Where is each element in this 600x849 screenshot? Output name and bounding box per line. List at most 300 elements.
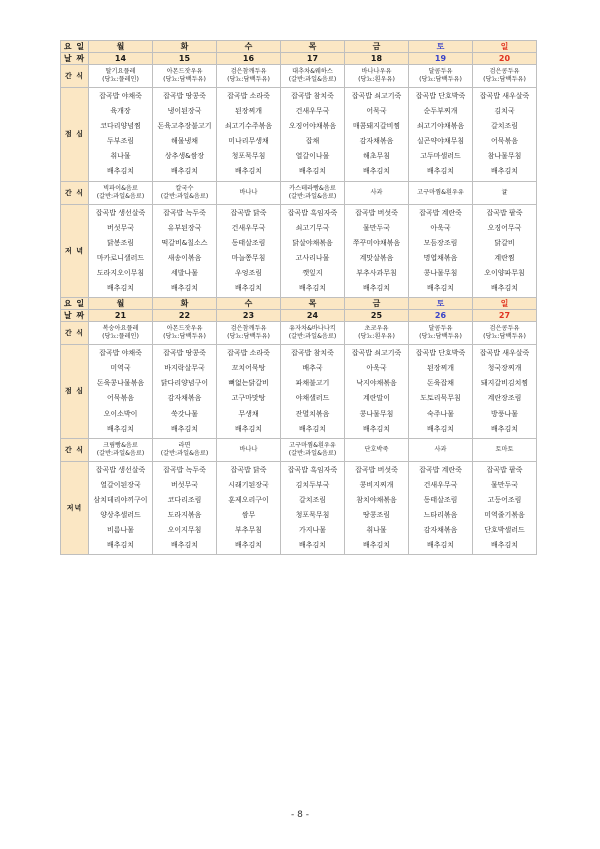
day-name: 목 xyxy=(281,41,345,53)
menu-line: 갈치조림 xyxy=(490,122,519,131)
menu-line: 건새우무국 xyxy=(231,223,266,232)
menu-line: 잡곡밥 야채죽 xyxy=(99,92,142,100)
snack-cell xyxy=(409,65,473,88)
menu-line: 콩나물무침 xyxy=(359,409,394,418)
menu-line: 쇠고기야채볶음 xyxy=(416,122,465,131)
snack-pm-row xyxy=(61,438,537,461)
day-name: 월 xyxy=(89,41,153,53)
menu-line: 잡곡밥 단호박죽 xyxy=(415,349,466,358)
menu-line: 방풍나물 xyxy=(490,409,519,418)
menu-line: 고구마찜&흰우유 xyxy=(289,441,336,449)
menu-line: (갈반:과일&음료) xyxy=(160,192,209,200)
dinner-cell xyxy=(153,204,217,298)
menu-line: 대추차&웨하스 xyxy=(292,68,333,75)
menu-line: 잡곡밥 새우살죽 xyxy=(479,349,530,358)
snack-cell xyxy=(281,181,345,204)
menu-line: 딸기요플레 xyxy=(105,68,136,75)
row-label-lunch: 점 심 xyxy=(61,88,89,182)
snack-cell xyxy=(153,438,217,461)
day-name: 일 xyxy=(473,298,537,310)
menu-line: 크림빵&음료 xyxy=(103,441,138,449)
menu-line: 느타리볶음 xyxy=(423,510,458,519)
menu-line: 배추김치 xyxy=(170,167,199,176)
menu-line: 잡곡밥 녹두죽 xyxy=(163,208,206,217)
lunch-cell xyxy=(217,345,281,439)
date-cell: 15 xyxy=(153,53,217,65)
menu-line: 뼈없는닭갈비 xyxy=(228,379,269,388)
menu-line: 냉이된장국 xyxy=(167,107,202,116)
menu-line: 잡곡밥 팥죽 xyxy=(486,465,523,474)
menu-line: 계란말이 xyxy=(362,394,391,403)
menu-line: 감자채볶음 xyxy=(423,526,458,535)
menu-line: 버섯무국 xyxy=(170,480,199,489)
menu-line: (갈반:과일&음료) xyxy=(288,333,337,341)
menu-line: 오이양파무침 xyxy=(484,268,525,277)
day-name: 화 xyxy=(153,298,217,310)
snack-cell xyxy=(345,181,409,204)
snack-cell xyxy=(409,438,473,461)
menu-line: 어묵볶음 xyxy=(106,394,135,403)
day-name: 금 xyxy=(345,41,409,53)
menu-line: 바나나우유 xyxy=(361,68,392,75)
menu-line: 참나물무침 xyxy=(487,152,522,161)
dinner-cell xyxy=(153,461,217,555)
dinner-cell xyxy=(473,204,537,298)
menu-line: 동태살조림 xyxy=(423,495,458,504)
day-name: 금 xyxy=(345,298,409,310)
menu-line: 배추김치 xyxy=(426,167,455,176)
menu-line: 깻잎지 xyxy=(302,268,323,277)
day-header-row xyxy=(61,41,537,53)
menu-line: 땅콩조림 xyxy=(362,510,391,519)
menu-line: 쇠고기무국 xyxy=(295,223,330,232)
menu-line: 미역줄기볶음 xyxy=(484,510,525,519)
menu-line: 시래기된장국 xyxy=(228,480,269,489)
menu-line: (당뇨:담백두유) xyxy=(419,76,462,83)
menu-line: 잡곡밥 계란죽 xyxy=(419,465,462,474)
menu-line: 잡곡밥 녹두죽 xyxy=(163,465,206,474)
menu-line: 잡곡밥 참치죽 xyxy=(291,92,334,100)
snack-cell xyxy=(473,322,537,345)
menu-line: 잡곡밥 단호박죽 xyxy=(415,92,466,100)
menu-line: 카스테라빵&음료 xyxy=(289,184,336,192)
menu-line: 배추김치 xyxy=(106,284,135,293)
menu-line: 잡곡밥 계란죽 xyxy=(419,208,462,217)
snack-cell xyxy=(473,65,537,88)
menu-line: 잡곡밥 닭죽 xyxy=(230,465,267,474)
lunch-cell xyxy=(281,88,345,182)
menu-line: 부추사과무침 xyxy=(356,268,397,277)
snack-am-row xyxy=(61,322,537,345)
menu-line: 배추김치 xyxy=(170,541,199,550)
menu-line: 감자채볶음 xyxy=(359,137,394,146)
date-cell: 19 xyxy=(409,53,473,65)
menu-line: 물만두국 xyxy=(490,480,519,489)
menu-line: 복숭아요플레 xyxy=(102,325,139,333)
menu-line: 바나나 xyxy=(239,188,258,196)
menu-line: 잡곡밥 야채죽 xyxy=(99,349,142,358)
menu-line: 달콤두유 xyxy=(428,325,453,333)
date-cell: 27 xyxy=(473,310,537,322)
menu-line: 해물냉채 xyxy=(170,137,199,146)
lunch-cell xyxy=(473,345,537,439)
menu-line: (당뇨:담백두유) xyxy=(163,76,206,83)
menu-line: 배추김치 xyxy=(106,424,135,433)
menu-line: (당뇨:담백두유) xyxy=(227,333,270,341)
menu-line: 상추생&쌈장 xyxy=(164,152,205,161)
snack-cell xyxy=(409,181,473,204)
menu-line: 배추김치 xyxy=(362,424,391,433)
menu-line: 매콤돼지갈비찜 xyxy=(352,122,401,131)
menu-line: 세발나물 xyxy=(170,268,199,277)
snack-cell xyxy=(409,322,473,345)
menu-line: 잡곡밥 흑임자죽 xyxy=(287,208,338,217)
menu-line: 검은참깨두유 xyxy=(230,325,267,333)
menu-line: 양상추샐러드 xyxy=(100,510,141,519)
menu-line: 파채불고기 xyxy=(295,379,330,388)
menu-line: 야채샐러드 xyxy=(295,394,330,403)
menu-line: 훈제오리구이 xyxy=(228,495,269,504)
menu-line: 청국장찌개 xyxy=(487,364,522,373)
snack-cell xyxy=(473,181,537,204)
menu-line: 참치야채볶음 xyxy=(356,495,397,504)
menu-line: 배추김치 xyxy=(234,541,263,550)
lunch-cell xyxy=(153,345,217,439)
menu-line: 쑥갓나물 xyxy=(170,409,199,418)
menu-line: 잡곡밥 소라죽 xyxy=(227,92,270,100)
menu-line: 청포묵무침 xyxy=(295,510,330,519)
snack-am-row xyxy=(61,65,537,88)
lunch-cell xyxy=(409,345,473,439)
date-cell: 17 xyxy=(281,53,345,65)
menu-line: 단호박샐러드 xyxy=(484,526,525,535)
menu-line: 낙지야채볶음 xyxy=(356,379,397,388)
snack-cell xyxy=(89,181,153,204)
date-cell: 22 xyxy=(153,310,217,322)
menu-line: (갈반:과일&음료) xyxy=(288,192,337,200)
date-row xyxy=(61,310,537,322)
menu-line: 아욱국 xyxy=(366,364,387,373)
menu-line: 김치국 xyxy=(494,107,515,116)
menu-line: 미나리무생채 xyxy=(228,137,269,146)
date-cell: 21 xyxy=(89,310,153,322)
menu-line: 라면 xyxy=(178,441,191,449)
menu-line: 배추김치 xyxy=(106,541,135,550)
date-cell: 18 xyxy=(345,53,409,65)
menu-line: 아몬드잣우유 xyxy=(166,325,203,333)
menu-line: 감자채볶음 xyxy=(167,394,202,403)
day-name: 화 xyxy=(153,41,217,53)
menu-line: (당뇨:담백두유) xyxy=(227,76,270,83)
snack-cell xyxy=(217,438,281,461)
menu-line: 배추김치 xyxy=(490,424,519,433)
menu-line: 잡곡밥 새우살죽 xyxy=(479,92,530,100)
menu-line: 두부조림 xyxy=(106,137,135,146)
menu-line: 배추김치 xyxy=(362,541,391,550)
menu-line: 쭈꾸미야채볶음 xyxy=(352,238,401,247)
menu-line: 초코우유 xyxy=(364,325,389,333)
menu-line: 순두부찌개 xyxy=(423,107,458,116)
menu-line: 모듬장조림 xyxy=(423,238,458,247)
menu-line: 된장찌개 xyxy=(234,107,263,116)
lunch-cell xyxy=(345,88,409,182)
snack-cell xyxy=(473,438,537,461)
snack-cell xyxy=(345,438,409,461)
menu-line: 배추김치 xyxy=(426,541,455,550)
menu-line: 잡곡밥 버섯죽 xyxy=(355,465,398,474)
day-name: 일 xyxy=(473,41,537,53)
day-name: 토 xyxy=(409,41,473,53)
date-cell: 23 xyxy=(217,310,281,322)
menu-line: 아욱국 xyxy=(430,223,451,232)
menu-line: 잡채 xyxy=(305,137,320,146)
menu-line: (당뇨:담백두유) xyxy=(483,333,526,341)
menu-line: 닭봉조림 xyxy=(106,238,135,247)
menu-line: 고구마찜&흰우유 xyxy=(417,188,464,196)
menu-line: 열갈이된장국 xyxy=(100,480,141,489)
menu-line: 된장찌개 xyxy=(426,364,455,373)
menu-line: 배추김치 xyxy=(234,167,263,176)
menu-line: 쇠고기수주볶음 xyxy=(224,122,273,131)
menu-line: 동태살조림 xyxy=(231,238,266,247)
row-label-day: 요 일 xyxy=(61,41,89,53)
menu-line: 돈육잡채 xyxy=(426,379,455,388)
dinner-cell xyxy=(345,204,409,298)
menu-line: 오징어야채볶음 xyxy=(288,122,337,131)
menu-line: 잡곡밥 흑임자죽 xyxy=(287,465,338,474)
menu-line: 검은참깨두유 xyxy=(230,68,267,75)
snack-cell xyxy=(281,438,345,461)
day-name: 수 xyxy=(217,298,281,310)
menu-line: 잡곡밥 참치죽 xyxy=(291,349,334,358)
menu-line: 잡곡밥 땅콩죽 xyxy=(163,92,206,100)
menu-line: 잡곡밥 생선살죽 xyxy=(95,465,146,474)
dinner-cell xyxy=(345,461,409,555)
menu-line: 실곤약야채무침 xyxy=(416,137,465,146)
menu-line: 유자차&바나나킥 xyxy=(289,325,336,333)
menu-line: 검은콩두유 xyxy=(489,68,520,75)
dinner-cell xyxy=(217,461,281,555)
menu-line: 삼치데리야끼구이 xyxy=(93,495,148,504)
lunch-cell xyxy=(281,345,345,439)
menu-line: 잡곡밥 쇠고기죽 xyxy=(351,349,402,358)
menu-line: 가지나물 xyxy=(298,526,327,535)
menu-line: 갈치조림 xyxy=(298,495,327,504)
menu-line: 달콤두유 xyxy=(428,68,453,75)
snack-cell xyxy=(89,438,153,461)
snack-cell xyxy=(345,322,409,345)
menu-line: 배추김치 xyxy=(106,167,135,176)
menu-line: 사과 xyxy=(370,188,383,196)
menu-line: 도토리묵무침 xyxy=(420,394,461,403)
menu-line: 배추김치 xyxy=(362,167,391,176)
menu-line: 취나물 xyxy=(110,152,131,161)
day-name: 수 xyxy=(217,41,281,53)
day-name: 목 xyxy=(281,298,345,310)
menu-line: 콩비지찌개 xyxy=(359,480,394,489)
menu-line: 열갈이나물 xyxy=(295,152,330,161)
row-label-snack: 간 식 xyxy=(61,322,89,345)
dinner-cell xyxy=(409,461,473,555)
menu-line: (당뇨:플레인) xyxy=(102,76,139,83)
snack-cell xyxy=(217,181,281,204)
menu-line: 귤 xyxy=(501,188,508,196)
lunch-cell xyxy=(89,88,153,182)
dinner-row xyxy=(61,204,537,298)
menu-line: 배추김치 xyxy=(298,424,327,433)
day-name: 월 xyxy=(89,298,153,310)
menu-line: 어묵볶음 xyxy=(490,137,519,146)
menu-line: 고등어조림 xyxy=(487,495,522,504)
snack-cell xyxy=(217,322,281,345)
lunch-cell xyxy=(345,345,409,439)
snack-cell xyxy=(89,65,153,88)
row-label-snack: 간 식 xyxy=(61,65,89,88)
menu-line: 빅파이&음료 xyxy=(103,184,138,192)
date-cell: 20 xyxy=(473,53,537,65)
menu-line: 꼬치어묵탕 xyxy=(231,364,266,373)
menu-line: 김치두부국 xyxy=(295,480,330,489)
menu-line: 청포묵무침 xyxy=(231,152,266,161)
dinner-cell xyxy=(217,204,281,298)
menu-line: 계란장조림 xyxy=(487,394,522,403)
snack-cell xyxy=(281,322,345,345)
menu-line: 잡곡밥 생선살죽 xyxy=(95,208,146,217)
row-label-lunch: 점 심 xyxy=(61,345,89,439)
menu-line: 해초무침 xyxy=(362,152,391,161)
menu-line: 코다리조림 xyxy=(167,495,202,504)
row-label-dinner: 저녁 xyxy=(61,461,89,555)
dinner-cell xyxy=(473,461,537,555)
menu-line: 돈육고추장불고기 xyxy=(157,122,212,131)
dinner-cell xyxy=(281,204,345,298)
menu-line: 배추김치 xyxy=(234,284,263,293)
menu-line: 고두마샐러드 xyxy=(420,152,461,161)
menu-line: 배추김치 xyxy=(298,541,327,550)
menu-line: 오이소박이 xyxy=(103,409,138,418)
row-label-snack: 간 식 xyxy=(61,181,89,204)
dinner-cell xyxy=(89,204,153,298)
date-cell: 25 xyxy=(345,310,409,322)
menu-line: 토마토 xyxy=(495,445,514,453)
menu-line: (갈반:과일&음료) xyxy=(96,449,145,457)
menu-line: 버섯무국 xyxy=(106,223,135,232)
menu-line: 검은콩두유 xyxy=(489,325,520,333)
menu-line: 건새우무국 xyxy=(423,480,458,489)
menu-line: 잡곡밥 버섯죽 xyxy=(355,208,398,217)
menu-line: 오징어무국 xyxy=(487,223,522,232)
snack-cell xyxy=(281,65,345,88)
menu-line: (당뇨:담백두유) xyxy=(419,333,462,341)
menu-line: 배추김치 xyxy=(490,284,519,293)
menu-line: 무생채 xyxy=(238,409,259,418)
menu-line: 새송이볶음 xyxy=(167,253,202,262)
menu-line: 잡곡밥 팥죽 xyxy=(486,208,523,217)
menu-line: 배추김치 xyxy=(234,424,263,433)
row-label-day: 요 일 xyxy=(61,298,89,310)
menu-line: (갈반:과일&음료) xyxy=(288,76,337,83)
menu-line: 배추김치 xyxy=(490,541,519,550)
menu-line: 숙주나물 xyxy=(426,409,455,418)
dinner-row xyxy=(61,461,537,555)
menu-line: 떡갈비&칠소스 xyxy=(161,238,208,247)
menu-line: 유부된장국 xyxy=(167,223,202,232)
row-label-dinner: 저 녁 xyxy=(61,204,89,298)
lunch-cell xyxy=(89,345,153,439)
menu-line: 아몬드잣우유 xyxy=(166,68,203,75)
menu-line: 배추김치 xyxy=(490,167,519,176)
menu-line: 우엉조림 xyxy=(234,268,263,277)
menu-line: 바지락살무국 xyxy=(164,364,205,373)
menu-line: 부추무침 xyxy=(234,526,263,535)
menu-line: 건새우무국 xyxy=(295,107,330,116)
menu-line: 잔멸치볶음 xyxy=(295,409,330,418)
menu-line: (당뇨:흰우유) xyxy=(358,76,395,83)
menu-line: 물만두국 xyxy=(362,223,391,232)
menu-line: 잡곡밥 땅콩죽 xyxy=(163,349,206,358)
menu-line: 마카로니샐러드 xyxy=(96,253,145,262)
menu-line: (갈반:과일&음료) xyxy=(288,449,337,457)
snack-pm-row xyxy=(61,181,537,204)
menu-line: 계란찜 xyxy=(494,253,515,262)
lunch-row xyxy=(61,345,537,439)
menu-line: (당뇨:담백두유) xyxy=(163,333,206,341)
menu-line: 닭살야채볶음 xyxy=(292,238,333,247)
page-number: - 8 - xyxy=(291,810,309,820)
menu-line: 배추김치 xyxy=(170,424,199,433)
menu-line: 쌈무 xyxy=(241,510,256,519)
date-cell: 24 xyxy=(281,310,345,322)
weekly-menu-table xyxy=(60,40,537,555)
menu-line: 배추김치 xyxy=(426,424,455,433)
menu-line: 잡곡밥 닭죽 xyxy=(230,208,267,217)
row-label-date: 날 짜 xyxy=(61,53,89,65)
menu-line: (당뇨:흰우유) xyxy=(358,333,395,341)
menu-line: (당뇨:담백두유) xyxy=(483,76,526,83)
dinner-cell xyxy=(281,461,345,555)
menu-line: 잡곡밥 쇠고기죽 xyxy=(351,92,402,100)
snack-cell xyxy=(217,65,281,88)
menu-line: 마늘쫑무침 xyxy=(231,253,266,262)
snack-cell xyxy=(345,65,409,88)
menu-line: 코다리양념찜 xyxy=(100,122,141,131)
menu-line: 잡곡밥 소라죽 xyxy=(227,349,270,358)
row-label-snack: 간 식 xyxy=(61,438,89,461)
menu-line: 닭다리양념구이 xyxy=(160,379,209,388)
menu-line: 명엽채볶음 xyxy=(423,253,458,262)
menu-line: 어묵국 xyxy=(366,107,387,116)
menu-line: 배추김치 xyxy=(298,167,327,176)
dinner-cell xyxy=(409,204,473,298)
menu-line: (당뇨:플레인) xyxy=(102,333,139,341)
menu-line: 배추김치 xyxy=(362,284,391,293)
menu-line: 콩나물무침 xyxy=(423,268,458,277)
snack-cell xyxy=(89,322,153,345)
menu-line: 돈육콩나물볶음 xyxy=(96,379,145,388)
menu-line: 오이지무침 xyxy=(167,526,202,535)
menu-line: 미역국 xyxy=(110,364,131,373)
menu-line: 육개장 xyxy=(110,107,131,116)
menu-line: 돼지갈비김치찜 xyxy=(480,379,529,388)
menu-line: 바나나 xyxy=(239,445,258,453)
day-header-row xyxy=(61,298,537,310)
menu-line: 닭갈비 xyxy=(494,238,515,247)
date-cell: 26 xyxy=(409,310,473,322)
lunch-row xyxy=(61,88,537,182)
snack-cell xyxy=(153,181,217,204)
row-label-date: 날 짜 xyxy=(61,310,89,322)
lunch-cell xyxy=(409,88,473,182)
